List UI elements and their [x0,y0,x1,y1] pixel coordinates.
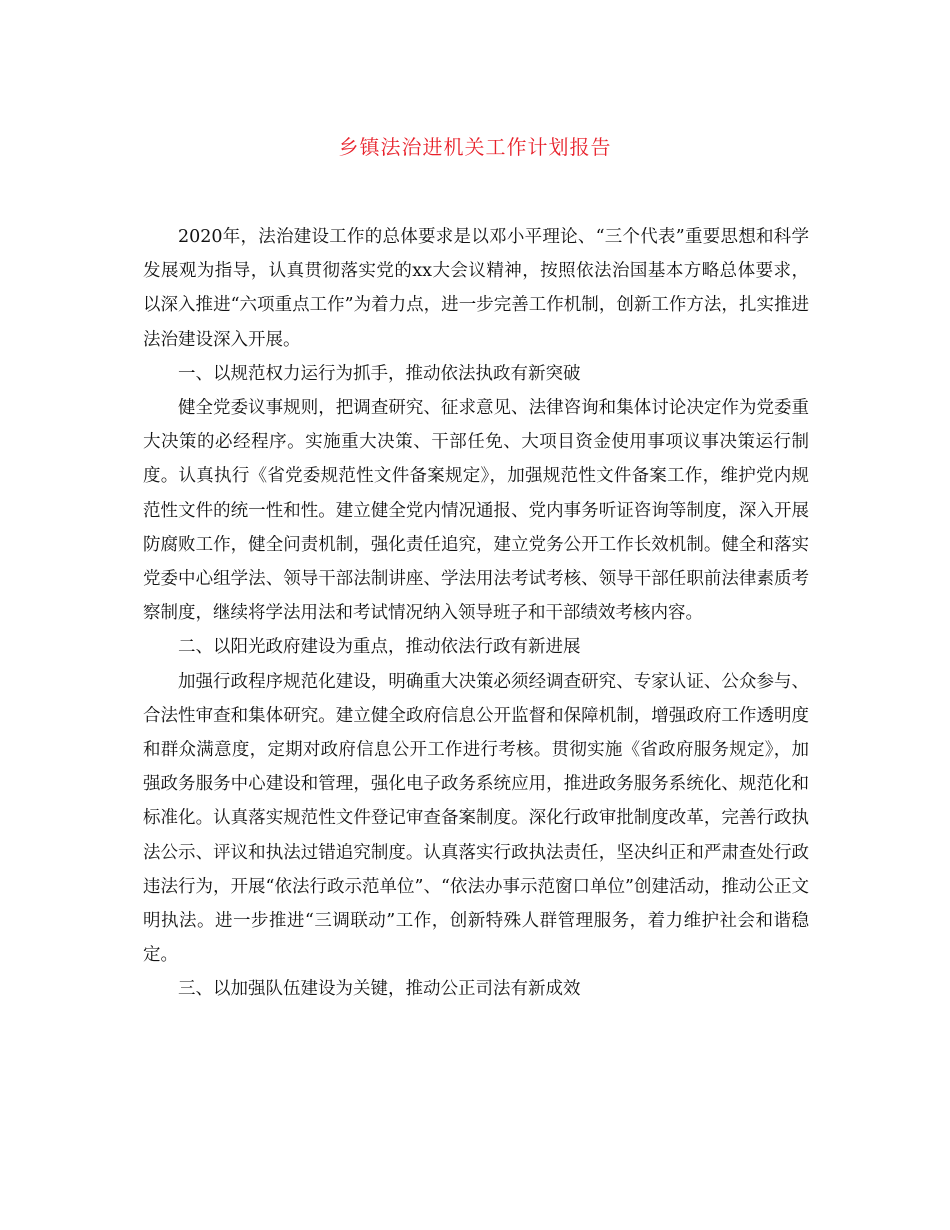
section-heading-1: 一、以规范权力运行为抓手，推动依法执政有新突破 [178,363,581,384]
document-title: 乡镇法治进机关工作计划报告 [338,135,612,159]
document-body [143,220,809,1007]
section-paragraph-2: 加强行政程序规范化建设，明确重大决策必须经调查研究、专家认证、公众参与、合法性审查和集体研究。建立健全政府信息公开监督和保障机制，增强政府工作透明度和群众满意度，定期对政府信息公开工作进行考核。贯彻实施《省政府服务规定》，加强政务服务中心建设和管理，强化电子政务系统应用，推进政务服务系统化、规范化和标准化。认真落实规范性文件登记审查备案制度。深化行政审批制度改革，完善行政执法公示、评议和执法过错追究制度。认真落实行政执法责任，坚决纠正和严肃查处行政违法行为，开展“依法行政示范单位”、“依法办事示范窗口单位”创建活动，推动公正文明执法。进一步推进“三调联动”工作，创新特殊人群管理服务，着力维护社会和谐稳定。 [143,671,809,966]
intro-paragraph: 2020年，法治建设工作的总体要求是以邓小平理论、“三个代表”重要思想和科学发展观为指导，认真贯彻落实党的xx大会议精神，按照依法治国基本方略总体要求，以深入推进“六项重点工作”为着力点，进一步完善工作机制，创新工作方法，扎实推进法治建设深入开展。 [143,227,809,350]
section-paragraph-1: 健全党委议事规则，把调查研究、征求意见、法律咨询和集体讨论决定作为党委重大决策的必经程序。实施重大决策、干部任免、大项目资金使用事项议事决策运行制度。认真执行《省党委规范性文件备案规定》，加强规范性文件备案工作，维护党内规范性文件的统一性和性。建立健全党内情况通报、党内事务听证咨询等制度，深入开展防腐败工作，健全问责机制，强化责任追究，建立党务公开工作长效机制。健全和落实党委中心组学法、领导干部法制讲座、学法用法考试考核、领导干部任职前法律素质考察制度，继续将学法用法和考试情况纳入领导班子和干部绩效考核内容。 [143,398,809,624]
section-heading-3: 三、以加强队伍建设为关键，推动公正司法有新成效 [178,979,581,1000]
section-heading-2: 二、以阳光政府建设为重点，推动依法行政有新进展 [178,637,581,658]
